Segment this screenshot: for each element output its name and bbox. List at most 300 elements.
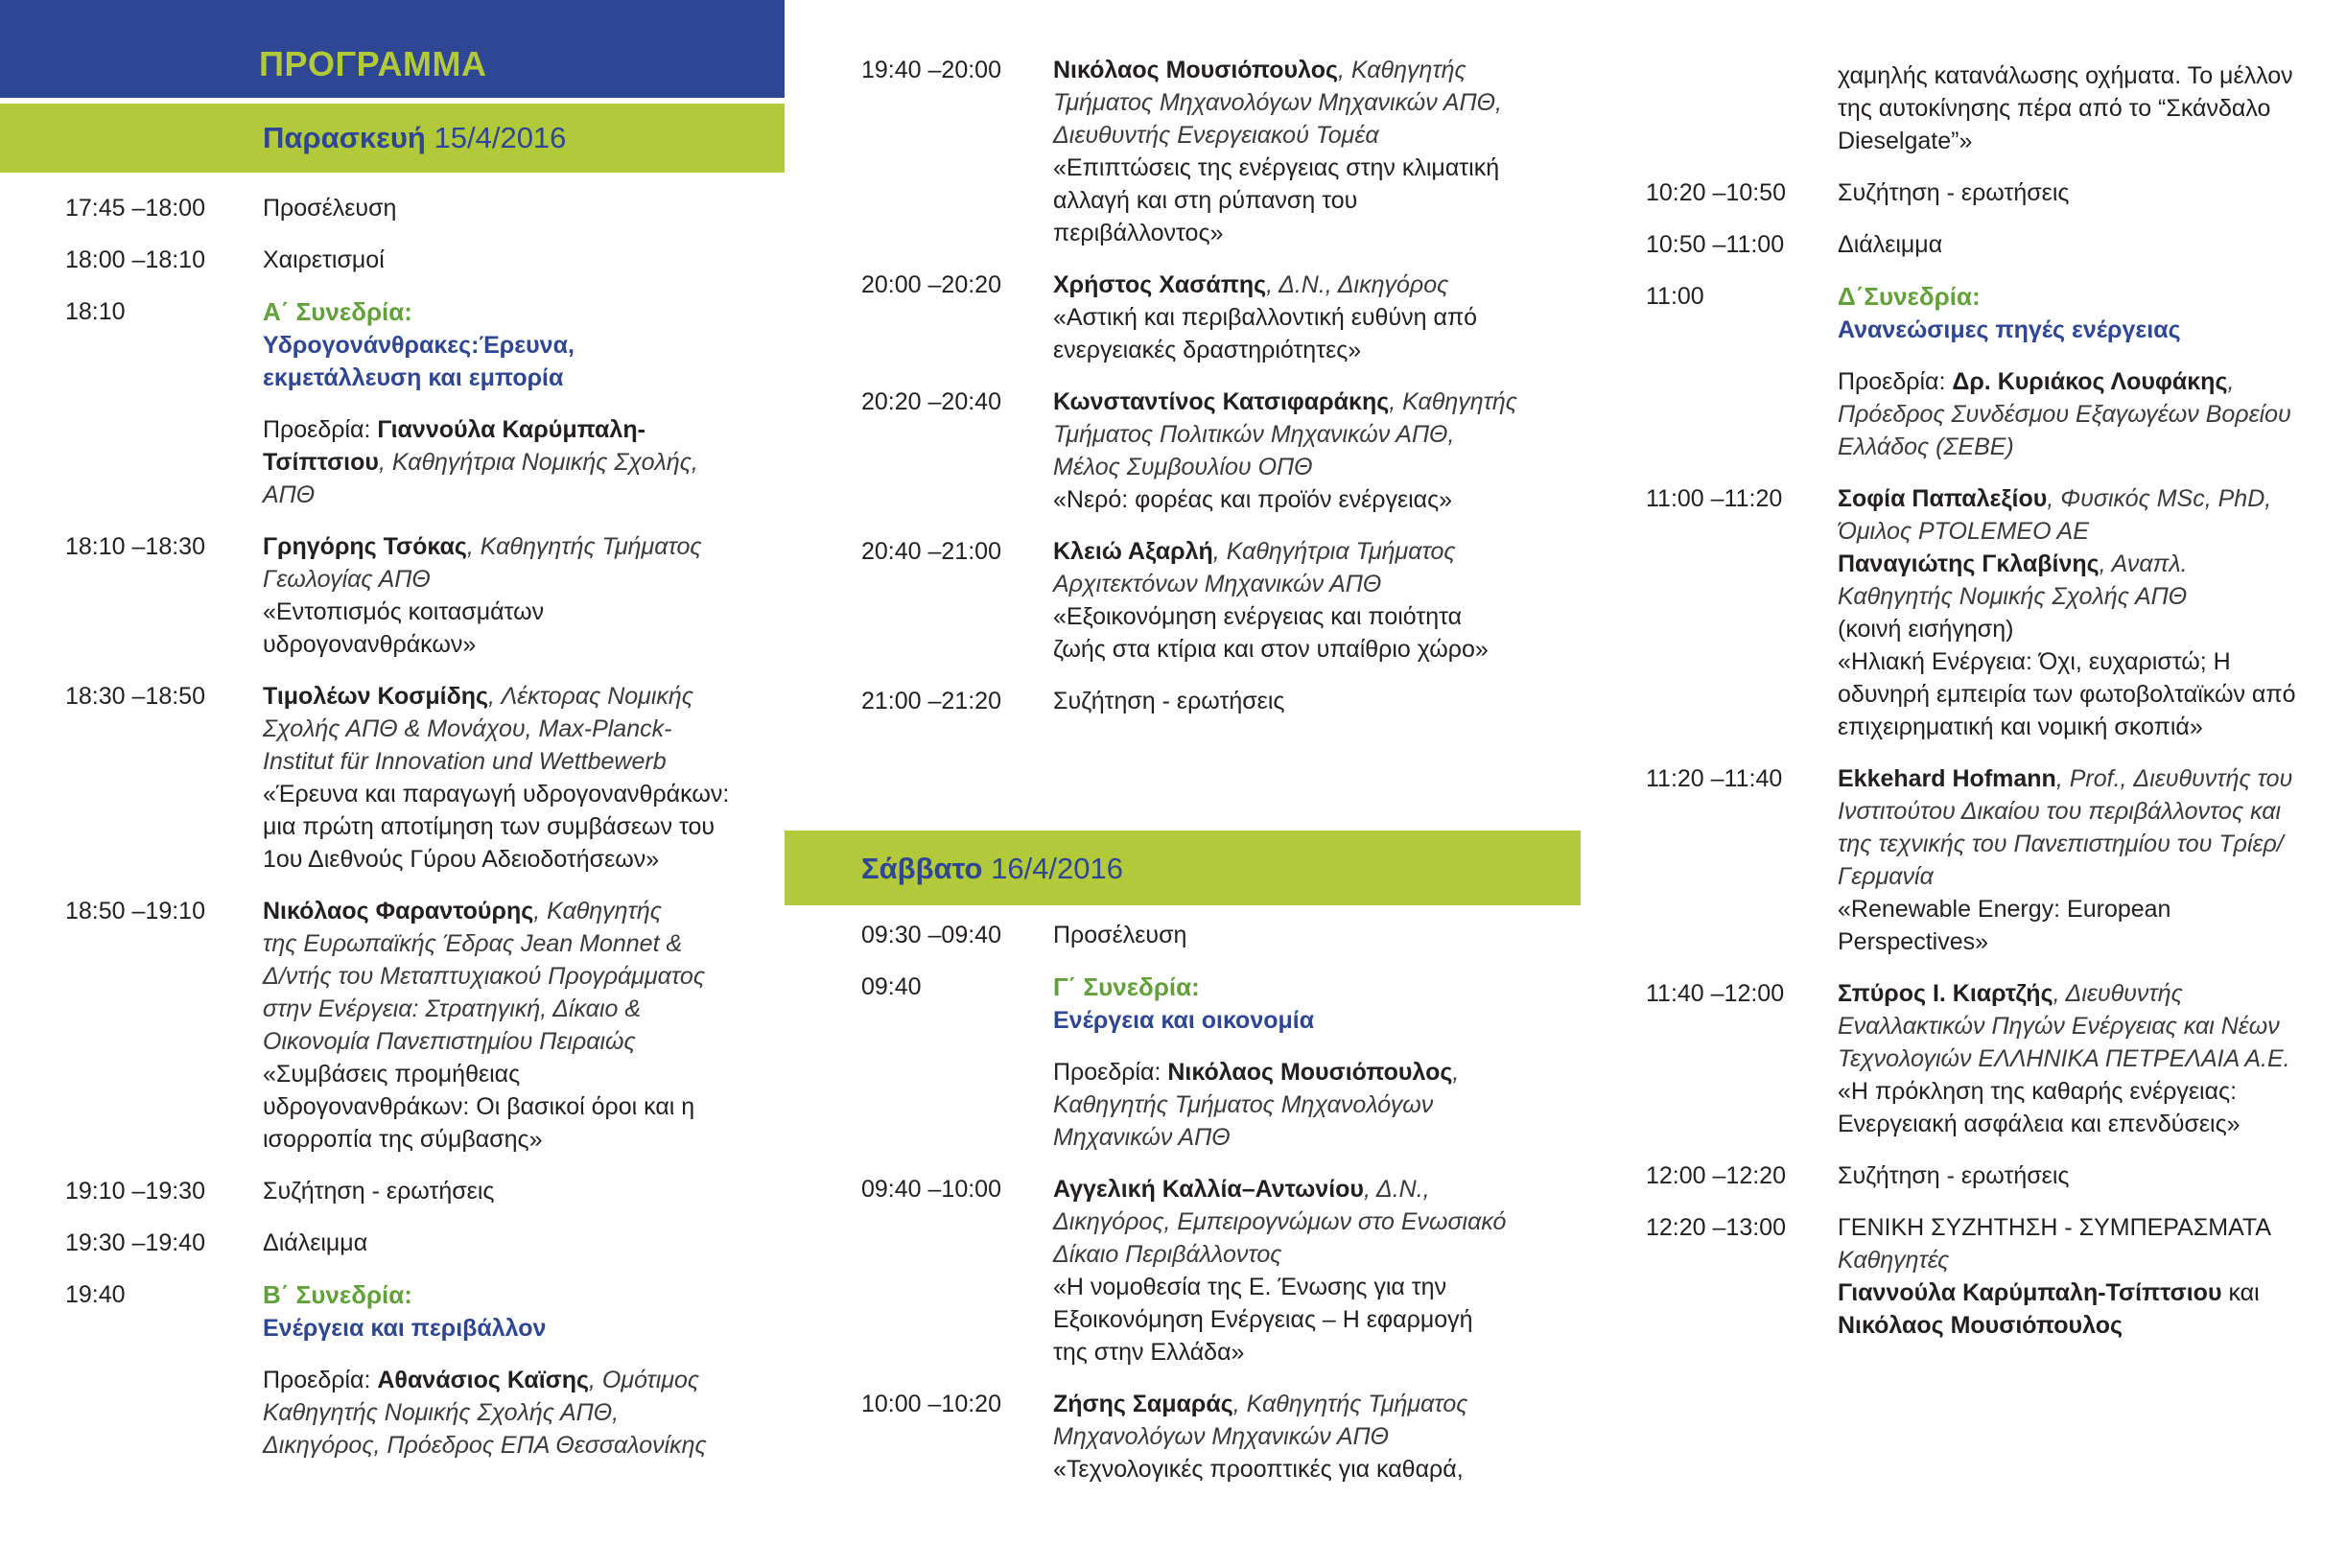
entry-line — [263, 244, 385, 276]
schedule-row — [861, 535, 1517, 666]
time-slot: 11:00 — [1646, 283, 1704, 310]
schedule-row — [65, 895, 729, 1156]
entry-text: μια πρώτη αποτίμηση των συμβάσεων του — [263, 813, 716, 840]
entry-line — [1053, 1205, 1506, 1238]
time-slot: 20:20 –20:40 — [861, 388, 1001, 415]
entry-text: Dieselgate”» — [1838, 128, 1973, 154]
speaker-role: , — [2227, 368, 2235, 395]
time-slot: 18:30 –18:50 — [65, 683, 205, 710]
speaker-role: , Λέκτορας Νομικής — [488, 683, 693, 710]
entry-line — [1838, 1042, 2290, 1075]
entry-text: 1ου Διεθνούς Γύρου Αδειοδοτήσεων» — [263, 846, 660, 873]
speaker-name: Αθανάσιος Καϊσης — [377, 1367, 590, 1393]
entry-line — [1838, 314, 2291, 346]
entry-line — [1053, 269, 1477, 301]
speaker-role: Δικηγόρος, Πρόεδρος ΕΠΑ Θεσσαλονίκης — [263, 1432, 707, 1459]
entry-line — [1838, 678, 2296, 711]
time-slot: 19:10 –19:30 — [65, 1178, 205, 1205]
entry-text: Εξοικονόμηση Ενέργειας – Η εφαρμογή — [1053, 1306, 1473, 1333]
schedule-row — [65, 192, 729, 224]
time-slot: 12:20 –13:00 — [1646, 1214, 1786, 1241]
entry-line — [1053, 568, 1489, 600]
entry-text: ΓΕΝΙΚΗ ΣΥΖΗΤΗΣΗ - ΣΥΜΠΕΡΑΣΜΑΤΑ — [1838, 1214, 2271, 1241]
entry-line — [1053, 301, 1477, 334]
speaker-name: Γρηγόρης Τσόκας — [263, 533, 467, 560]
spacer — [1053, 1037, 1459, 1056]
day-header-saturday — [785, 825, 1581, 905]
speaker-role: Τεχνολογιών ΕΛΛΗΝΙΚΑ ΠΕΤΡΕΛΑΙΑ Α.Ε. — [1838, 1045, 2290, 1072]
speaker-role: , Αναπλ. — [2099, 550, 2188, 577]
entry-line — [263, 413, 698, 446]
entry-line — [1838, 1276, 2271, 1309]
speaker-name: Νικόλαος Μουσιόπουλος — [1053, 57, 1338, 83]
program-title-bar — [0, 0, 785, 98]
entry-content — [263, 1175, 494, 1207]
speaker-name: Νικόλαος Μουσιόπουλος — [1838, 1312, 2123, 1339]
entry-line — [1838, 548, 2296, 580]
entry-text: Συζήτηση - ερωτήσεις — [1053, 688, 1285, 714]
entry-line — [263, 192, 396, 224]
entry-content — [1838, 280, 2291, 463]
entry-line — [1838, 1010, 2290, 1042]
entry-content — [263, 895, 705, 1156]
entry-text: Συζήτηση - ερωτήσεις — [1838, 1162, 2070, 1189]
speaker-role: Μέλος Συμβουλίου ΟΠΘ — [1053, 454, 1313, 480]
entry-content — [263, 1227, 367, 1259]
schedule-row — [1646, 280, 2296, 463]
speaker-role: Δ/ντής του Μεταπτυχιακού Προγράμματος — [263, 963, 705, 990]
entry-text: «Renewable Energy: European — [1838, 896, 2171, 923]
entry-line — [263, 895, 705, 927]
entry-line — [1838, 280, 2291, 314]
entry-line — [1838, 795, 2292, 828]
entry-line — [1838, 1159, 2069, 1192]
schedule-row — [861, 919, 1506, 951]
speaker-role: , Καθηγητής Τμήματος — [1232, 1391, 1468, 1417]
entry-line — [1838, 711, 2296, 743]
entry-line — [1053, 334, 1477, 366]
entry-line — [1053, 483, 1517, 516]
program-title: ΠΡΟΓΡΑΜΜΑ — [259, 44, 487, 83]
entry-line — [1053, 1271, 1506, 1303]
entry-line — [1838, 228, 1942, 261]
entry-line — [1053, 1004, 1459, 1037]
entry-line — [1838, 176, 2069, 209]
speaker-role: ΑΠΘ — [263, 481, 316, 508]
entry-text: «Εξοικονόμηση ενέργειας και ποιότητα — [1053, 603, 1463, 630]
speaker-role: Καθηγητές — [1838, 1247, 1950, 1274]
entry-line — [263, 295, 698, 329]
entry-line — [1053, 86, 1502, 119]
entry-line — [1053, 1336, 1506, 1369]
entry-text: «Η νομοθεσία της Ε. Ένωσης για την — [1053, 1274, 1447, 1300]
entry-line — [1053, 1303, 1506, 1336]
session-subtitle: εκμετάλλευση και εμπορία — [263, 364, 564, 391]
entry-text: Προεδρία: — [1053, 1059, 1168, 1086]
time-slot: 10:20 –10:50 — [1646, 179, 1786, 206]
speaker-name: Κωνσταντίνος Κατσιφαράκης — [1053, 388, 1390, 415]
speaker-name: Γιαννούλα Καρύμπαλη-Τσίπτσιου — [1838, 1279, 2222, 1306]
speaker-role: , Δ.Ν., — [1363, 1176, 1430, 1203]
spacer — [263, 1345, 707, 1364]
speaker-role: Γερμανία — [1838, 863, 1934, 890]
time-slot: 19:40 — [65, 1281, 126, 1308]
day-date: 15/4/2016 — [434, 121, 567, 154]
entry-text: Διάλειμμα — [263, 1229, 368, 1256]
entry-content — [1838, 482, 2296, 743]
entry-line — [263, 628, 702, 661]
session-title: Δ΄Συνεδρία: — [1838, 282, 1981, 311]
entry-text: Προεδρία: — [1838, 368, 1953, 395]
time-slot: 10:50 –11:00 — [1646, 231, 1785, 258]
schedule-row — [861, 971, 1506, 1154]
speaker-role: Καθηγητής Νομικής Σχολής ΑΠΘ — [1838, 583, 2188, 610]
session-title: Β΄ Συνεδρία: — [263, 1280, 412, 1309]
entry-line — [1053, 919, 1186, 951]
entry-line — [263, 1025, 705, 1058]
entry-line — [1053, 152, 1502, 184]
speaker-role: , Καθηγητής — [533, 898, 662, 924]
speaker-role: Ελλάδος (ΣΕΒΕ) — [1838, 433, 2014, 460]
schedule-row — [65, 1175, 729, 1207]
entry-line — [1838, 92, 2293, 125]
entry-content — [263, 530, 702, 661]
schedule-friday-part1 — [65, 192, 729, 1481]
time-slot: 11:40 –12:00 — [1646, 980, 1785, 1007]
time-slot: 18:10 — [65, 298, 126, 325]
time-slot: 09:40 — [861, 973, 922, 1000]
speaker-name: Χρήστος Χασάπης — [1053, 271, 1267, 298]
entry-line — [1053, 1420, 1467, 1453]
entry-line — [1053, 1453, 1467, 1486]
entry-content — [1053, 971, 1459, 1154]
entry-line — [1838, 1108, 2290, 1140]
entry-text: Προσέλευση — [1053, 922, 1187, 948]
time-slot: 17:45 –18:00 — [65, 195, 205, 222]
entry-line — [1838, 515, 2296, 548]
entry-line — [1838, 1309, 2271, 1342]
speaker-role: της Ευρωπαϊκής Έδρας Jean Monnet & — [263, 930, 683, 957]
speaker-name: Παναγιώτης Γκλαβίνης — [1838, 550, 2100, 577]
session-title: Α΄ Συνεδρία: — [263, 297, 412, 326]
entry-content — [1838, 977, 2290, 1140]
entry-text: «Συμβάσεις προμήθειας — [263, 1061, 521, 1088]
entry-text: υδρογονανθράκων» — [263, 631, 477, 658]
entry-line — [263, 1123, 705, 1156]
entry-content — [1053, 1388, 1467, 1486]
time-slot — [1646, 59, 1838, 157]
spacer — [1838, 346, 2291, 365]
speaker-role: , Καθηγήτρια Νομικής Σχολής, — [378, 449, 698, 476]
entry-line — [263, 1058, 705, 1090]
entry-content — [1053, 54, 1502, 249]
speaker-name: Ζήσης Σαμαράς — [1053, 1391, 1233, 1417]
speaker-role: Τμήματος Μηχανολόγων Μηχανικών ΑΠΘ, — [1053, 89, 1502, 116]
entry-line — [263, 530, 702, 563]
speaker-role: , Ομότιμος — [589, 1367, 700, 1393]
speaker-role: στην Ενέργεια: Στρατηγική, Δίκαιο & — [263, 995, 642, 1022]
entry-line — [263, 1429, 707, 1462]
schedule-row — [65, 1278, 729, 1462]
entry-content — [1838, 762, 2292, 958]
speaker-name: Κλειώ Αξαρλή — [1053, 538, 1213, 565]
entry-line — [263, 563, 702, 596]
entry-text: «Νερό: φορέας και προϊόν ενέργειας» — [1053, 486, 1453, 513]
entry-line — [1053, 685, 1284, 717]
entry-content — [1053, 1173, 1506, 1369]
entry-content — [1838, 59, 2293, 157]
time-slot: 09:40 –10:00 — [861, 1176, 1001, 1203]
schedule-row — [861, 685, 1517, 717]
entry-content — [263, 192, 396, 224]
time-slot: 18:00 –18:10 — [65, 246, 205, 273]
entry-content — [1053, 919, 1186, 951]
speaker-name: Νικόλαος Μουσιόπουλος — [1167, 1059, 1453, 1086]
entry-text: Perspectives» — [1838, 928, 1989, 955]
schedule-row — [1646, 176, 2296, 209]
speaker-name: Γιαννούλα Καρύμπαλη- — [377, 416, 645, 443]
entry-text: Προεδρία: — [263, 1367, 378, 1393]
speaker-name: Αγγελική Καλλία–Αντωνίου — [1053, 1176, 1364, 1203]
entry-line — [1838, 125, 2293, 157]
speaker-role: Ινστιτούτου Δικαίου του περιβάλλοντος και — [1838, 798, 2282, 825]
entry-line — [1838, 828, 2292, 860]
entry-line — [263, 993, 705, 1025]
entry-line — [1053, 386, 1517, 418]
entry-content — [1838, 1211, 2271, 1342]
speaker-name: Ekkehard Hofmann — [1838, 765, 2056, 792]
entry-line — [1053, 1088, 1459, 1121]
entry-text: ενεργειακές δραστηριότητες» — [1053, 337, 1362, 363]
entry-text: «Εντοπισμός κοιτασμάτων — [263, 598, 545, 625]
entry-text: «Έρευνα και παραγωγή υδρογονανθράκων: — [263, 781, 730, 807]
entry-line — [1838, 365, 2291, 398]
entry-line — [1053, 1238, 1506, 1271]
entry-line — [1838, 482, 2296, 515]
entry-line — [263, 778, 729, 810]
entry-text: περιβάλλοντος» — [1053, 220, 1224, 246]
schedule-row — [1646, 59, 2296, 157]
entry-content — [263, 1278, 707, 1462]
entry-line — [1838, 1244, 2271, 1276]
entry-text: Διάλειμμα — [1838, 231, 1943, 258]
entry-content — [263, 680, 729, 876]
schedule-row — [65, 1227, 729, 1259]
entry-line — [1053, 535, 1489, 568]
speaker-role: Μηχανικών ΑΠΘ — [1053, 1124, 1231, 1151]
speaker-role: Σχολής ΑΠΘ & Μονάχου, Max-Planck- — [263, 715, 672, 742]
entry-content — [1053, 386, 1517, 516]
entry-line — [1838, 613, 2296, 645]
entry-text: επιχειρηματική και νομική σκοπιά» — [1838, 714, 2203, 740]
schedule-saturday-part2 — [1646, 59, 2296, 1361]
schedule-row — [1646, 977, 2296, 1140]
schedule-row — [65, 680, 729, 876]
time-slot: 12:00 –12:20 — [1646, 1162, 1786, 1189]
entry-line — [1053, 600, 1489, 633]
time-slot: 20:40 –21:00 — [861, 538, 1001, 565]
speaker-role: , Καθηγητής Τμήματος — [466, 533, 702, 560]
speaker-role: Εναλλακτικών Πηγών Ενέργειας και Νέων — [1838, 1013, 2280, 1040]
speaker-name: Τσίπτσιου — [263, 449, 379, 476]
speaker-role: Γεωλογίας ΑΠΘ — [263, 566, 431, 593]
entry-text: ζωής στα κτίρια και στον υπαίθριο χώρο» — [1053, 636, 1489, 663]
entry-line — [263, 596, 702, 628]
entry-text: υδρογονανθράκων: Οι βασικοί όροι και η — [263, 1093, 695, 1120]
entry-text: Συζήτηση - ερωτήσεις — [1838, 179, 2070, 206]
entry-content — [1053, 269, 1477, 366]
entry-line — [1053, 633, 1489, 666]
speaker-role: Πρόεδρος Συνδέσμου Εξαγωγέων Βορείου — [1838, 401, 2291, 428]
entry-text: της αυτοκίνησης πέρα από το “Σκάνδαλο — [1838, 95, 2271, 122]
entry-text: «Αστική και περιβαλλοντική ευθύνη από — [1053, 304, 1478, 331]
entry-line — [1053, 1388, 1467, 1420]
entry-line — [1053, 119, 1502, 152]
time-slot: 11:00 –11:20 — [1646, 485, 1783, 512]
schedule-row — [1646, 762, 2296, 958]
speaker-role: , — [1452, 1059, 1460, 1086]
speaker-role: Καθηγητής Τμήματος Μηχανολόγων — [1053, 1091, 1434, 1118]
entry-line — [263, 362, 698, 394]
session-subtitle: Υδρογονάνθρακες:Έρευνα, — [263, 332, 575, 359]
speaker-role: , Δ.Ν., Δικηγόρος — [1266, 271, 1449, 298]
entry-line — [1053, 1173, 1506, 1205]
speaker-role: Καθηγητής Νομικής Σχολής ΑΠΘ, — [263, 1399, 620, 1426]
spacer — [263, 394, 698, 413]
schedule-row — [65, 244, 729, 276]
speaker-role: , Καθηγητής — [1337, 57, 1466, 83]
entry-line — [1838, 977, 2290, 1010]
entry-text: «Ηλιακή Ενέργεια: Όχι, ευχαριστώ; Η — [1838, 648, 2231, 675]
entry-line — [263, 329, 698, 362]
entry-content — [1053, 685, 1284, 717]
entry-line — [1838, 925, 2292, 958]
entry-line — [263, 680, 729, 713]
entry-line — [263, 1227, 367, 1259]
schedule-saturday-part1 — [861, 919, 1506, 1505]
entry-text: Προσέλευση — [263, 195, 397, 222]
entry-text: Προεδρία: — [263, 416, 378, 443]
entry-content — [1838, 228, 1942, 261]
schedule-row — [861, 54, 1517, 249]
time-slot: 19:40 –20:00 — [861, 57, 1001, 83]
entry-text: Συζήτηση - ερωτήσεις — [263, 1178, 495, 1205]
schedule-row — [1646, 1211, 2296, 1342]
entry-content — [1053, 535, 1489, 666]
speaker-name: Δρ. Κυριάκος Λουφάκης — [1952, 368, 2228, 395]
entry-line — [1838, 580, 2296, 613]
entry-line — [263, 1396, 707, 1429]
entry-content — [263, 295, 698, 511]
speaker-role: Δίκαιο Περιβάλλοντος — [1053, 1241, 1282, 1268]
speaker-role: της τεχνικής του Πανεπιστημίου του Τρίερ/ — [1838, 831, 2284, 857]
schedule-row — [861, 1173, 1506, 1369]
entry-line — [1053, 1056, 1459, 1088]
schedule-row — [1646, 482, 2296, 743]
schedule-row — [1646, 1159, 2296, 1192]
speaker-role: , Φυσικός MSc, PhD, — [2047, 485, 2272, 512]
speaker-name: Σοφία Παπαλεξίου — [1838, 485, 2048, 512]
entry-text: (κοινή εισήγηση) — [1838, 616, 2014, 643]
time-slot: 20:00 –20:20 — [861, 271, 1001, 298]
day-header-friday — [0, 98, 785, 173]
speaker-role: , Διευθυντής — [2053, 980, 2183, 1007]
speaker-role: Αρχιτεκτόνων Μηχανικών ΑΠΘ — [1053, 571, 1382, 597]
speaker-role: Διευθυντής Ενεργειακού Τομέα — [1053, 122, 1379, 149]
entry-text: αλλαγή και στη ρύπανση του — [1053, 187, 1358, 214]
time-slot: 09:30 –09:40 — [861, 922, 1001, 948]
entry-line — [263, 745, 729, 778]
time-slot: 19:30 –19:40 — [65, 1229, 205, 1256]
entry-text: χαμηλής κατανάλωσης οχήματα. Το μέλλον — [1838, 62, 2293, 89]
entry-line — [263, 1364, 707, 1396]
entry-line — [1838, 431, 2291, 463]
entry-line — [1053, 184, 1502, 217]
entry-text: οδυνηρή εμπειρία των φωτοβολταϊκών από — [1838, 681, 2296, 708]
entry-line — [263, 843, 729, 876]
entry-text: «Η πρόκληση της καθαρής ενέργειας: — [1838, 1078, 2238, 1105]
entry-line — [1838, 645, 2296, 678]
entry-line — [1838, 762, 2292, 795]
speaker-role: Δικηγόρος, Εμπειρογνώμων στο Ενωσιακό — [1053, 1208, 1507, 1235]
entry-line — [1053, 217, 1502, 249]
speaker-role: Τμήματος Πολιτικών Μηχανικών ΑΠΘ, — [1053, 421, 1455, 448]
entry-text: και — [2221, 1279, 2260, 1306]
session-subtitle: Ανανεώσιμες πηγές ενέργειας — [1838, 316, 2181, 343]
schedule-row — [861, 269, 1517, 366]
entry-text: «Τεχνολογικές προοπτικές για καθαρά, — [1053, 1456, 1464, 1483]
speaker-role: Μηχανολόγων Μηχανικών ΑΠΘ — [1053, 1423, 1390, 1450]
time-slot: 21:00 –21:20 — [861, 688, 1001, 714]
entry-line — [1838, 1075, 2290, 1108]
schedule-row — [1646, 228, 2296, 261]
schedule-row — [861, 1388, 1506, 1486]
entry-content — [1838, 176, 2069, 209]
entry-line — [1838, 1211, 2271, 1244]
time-slot: 18:10 –18:30 — [65, 533, 205, 560]
session-subtitle: Ενέργεια και οικονομία — [1053, 1007, 1315, 1034]
entry-line — [1053, 1121, 1459, 1154]
speaker-role: Οικονομία Πανεπιστημίου Πειραιώς — [263, 1028, 636, 1055]
entry-line — [1838, 893, 2292, 925]
schedule-row — [65, 295, 729, 511]
schedule-row — [65, 530, 729, 661]
time-slot: 18:50 –19:10 — [65, 898, 205, 924]
speaker-role: Όμιλος PTOLEMEO AE — [1838, 518, 2089, 545]
session-subtitle: Ενέργεια και περιβάλλον — [263, 1315, 547, 1342]
entry-content — [263, 244, 385, 276]
speaker-name: Σπύρος Ι. Κιαρτζής — [1838, 980, 2053, 1007]
entry-text: «Επιπτώσεις της ενέργειας στην κλιματική — [1053, 154, 1500, 181]
schedule-friday-part2 — [861, 54, 1517, 737]
speaker-role: , Καθηγητής — [1389, 388, 1517, 415]
entry-line — [263, 1312, 707, 1345]
entry-text: της στην Ελλάδα» — [1053, 1339, 1245, 1366]
entry-line — [1053, 451, 1517, 483]
entry-line — [263, 960, 705, 993]
day-date: 16/4/2016 — [991, 852, 1124, 885]
entry-line — [263, 713, 729, 745]
entry-line — [1053, 418, 1517, 451]
speaker-role: , Καθηγήτρια Τμήματος — [1212, 538, 1456, 565]
day-name: Παρασκευή — [263, 121, 426, 154]
entry-line — [1838, 398, 2291, 431]
speaker-name: Τιμολέων Κοσμίδης — [263, 683, 489, 710]
entry-text: Χαιρετισμοί — [263, 246, 385, 273]
speaker-name: Νικόλαος Φαραντούρης — [263, 898, 534, 924]
entry-line — [263, 810, 729, 843]
entry-line — [263, 1278, 707, 1312]
